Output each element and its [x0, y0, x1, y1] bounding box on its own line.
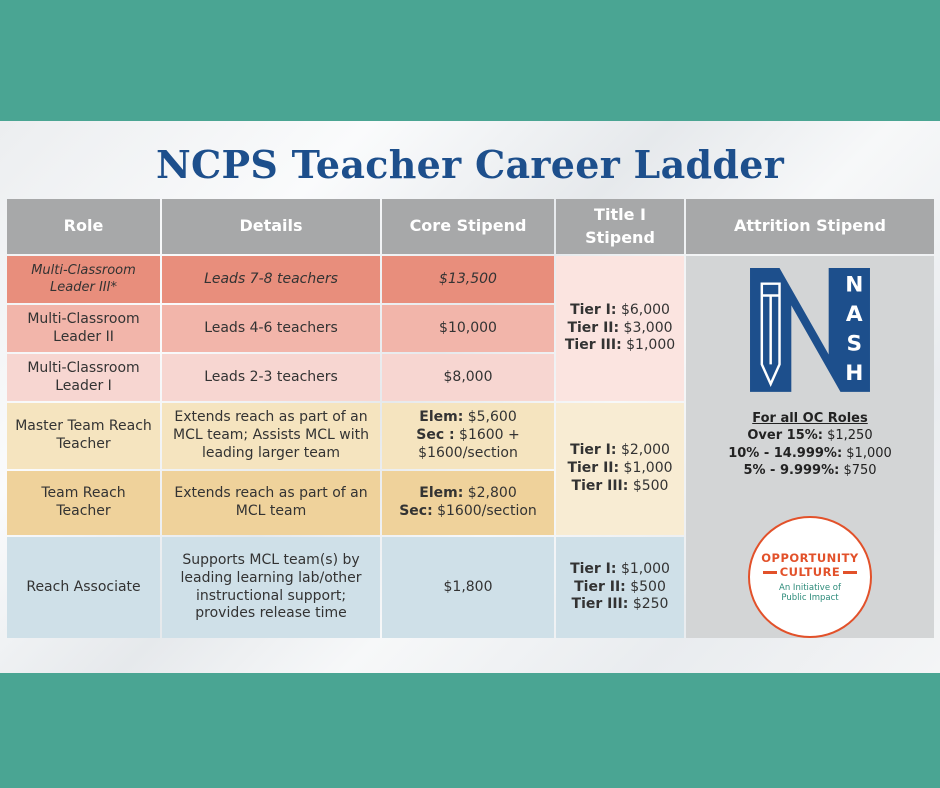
opportunity-culture-logo	[748, 516, 872, 638]
title1-mcl-tier2: Tier II: $3,000	[567, 319, 673, 336]
badge-line4: Public Impact	[781, 593, 839, 604]
header-title1-line1: Title I	[594, 205, 646, 225]
core-master-team-reach: Elem: $5,600 Sec : $1600 + $1600/section	[382, 403, 554, 469]
header-title1-line2: Stipend	[585, 227, 655, 247]
header-attrition-stipend: Attrition Stipend	[686, 199, 934, 254]
badge-line2: CULTURE	[779, 565, 841, 580]
attrition-panel	[686, 256, 934, 638]
details-team-reach: Extends reach as part of an MCL team	[162, 471, 380, 535]
title1-group-reach	[556, 403, 684, 535]
title1-associate-tier3: Tier III: $250	[571, 596, 669, 613]
attrition-over15: Over 15%: $1,250	[747, 428, 873, 444]
role-master-team-reach: Master Team Reach Teacher	[7, 403, 160, 469]
arrow-left-icon	[763, 571, 777, 574]
core-reach-associate: $1,800	[382, 537, 554, 638]
details-master-team-reach: Extends reach as part of an MCL team; Assists MCL with leading larger team	[162, 403, 380, 469]
nash-letter-a: A	[845, 302, 863, 328]
title1-mcl-tier1: Tier I: $6,000	[570, 301, 670, 318]
core-mcl-ii: $10,000	[382, 305, 554, 352]
core-team-reach: Elem: $2,800 Sec: $1600/section	[382, 471, 554, 535]
role-mcl-i: Multi-Classroom Leader I	[7, 354, 160, 401]
header-title1-stipend	[556, 199, 684, 254]
header-core-stipend: Core Stipend	[382, 199, 554, 254]
details-mcl-i: Leads 2-3 teachers	[162, 354, 380, 401]
title1-group-mcl	[556, 256, 684, 401]
badge-line2-row	[763, 565, 858, 580]
header-details: Details	[162, 199, 380, 254]
arrow-right-icon	[843, 571, 857, 574]
attrition-heading: For all OC Roles	[752, 410, 868, 426]
page-title: NCPS Teacher Career Ladder	[155, 142, 785, 187]
title1-mcl-tier3: Tier III: $1,000	[564, 337, 676, 354]
role-mcl-iii: Multi-Classroom Leader III*	[7, 256, 160, 303]
title1-reach-tier2: Tier II: $1,000	[567, 460, 673, 477]
attrition-rates	[728, 410, 892, 480]
nash-letter-s: S	[846, 331, 863, 357]
badge-line3: An Initiative of	[779, 583, 841, 594]
title1-associate-tier2: Tier II: $500	[574, 578, 666, 595]
role-reach-associate: Reach Associate	[7, 537, 160, 638]
header-role: Role	[7, 199, 160, 254]
details-mcl-iii: Leads 7-8 teachers	[162, 256, 380, 303]
details-mcl-ii: Leads 4-6 teachers	[162, 305, 380, 352]
attrition-5-10: 5% - 9.999%: $750	[743, 463, 877, 479]
title1-reach-tier1: Tier I: $2,000	[570, 442, 670, 459]
attrition-10-15: 10% - 14.999%: $1,000	[728, 445, 892, 461]
role-team-reach: Team Reach Teacher	[7, 471, 160, 535]
nash-letter-n: N	[845, 272, 864, 298]
title1-reach-tier3: Tier III: $500	[571, 477, 669, 494]
career-ladder-table	[7, 199, 934, 638]
title1-associate-tier1: Tier I: $1,000	[570, 560, 670, 577]
nash-logo-icon	[749, 266, 871, 394]
details-reach-associate: Supports MCL team(s) by leading learning lab/other instructional support; provides release time	[162, 537, 380, 638]
core-mcl-i: $8,000	[382, 354, 554, 401]
title1-group-associate	[556, 537, 684, 638]
core-mcl-iii: $13,500	[382, 256, 554, 303]
badge-line1: OPPORTUNITY	[761, 550, 859, 565]
nash-letter-h: H	[845, 361, 864, 387]
role-mcl-ii: Multi-Classroom Leader II	[7, 305, 160, 352]
